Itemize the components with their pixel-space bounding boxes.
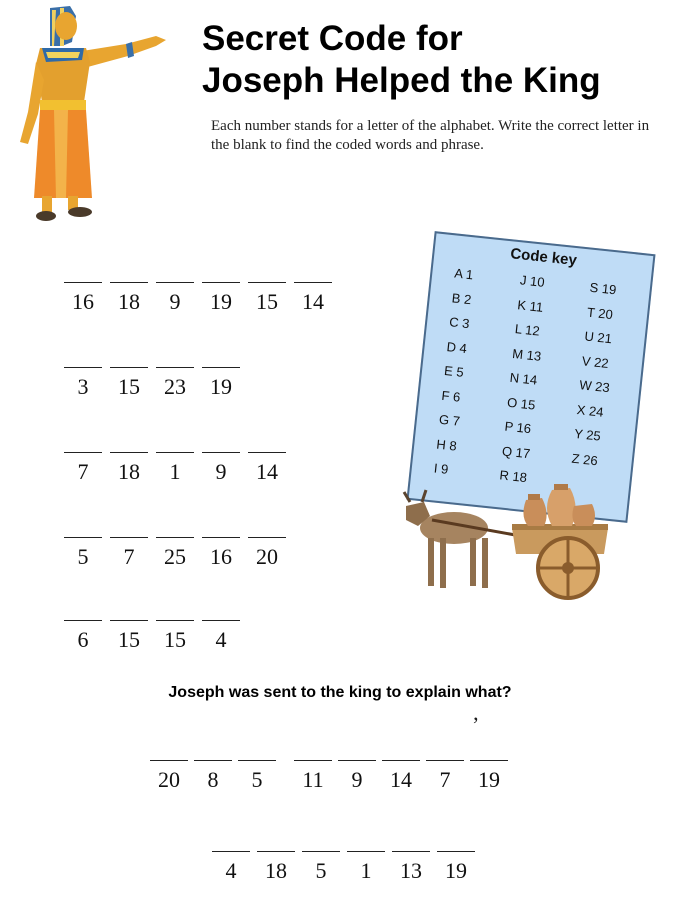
- code-number: 7: [123, 544, 135, 569]
- letter-blank[interactable]: [156, 537, 194, 538]
- code-number: 23: [164, 374, 186, 399]
- letter-blank[interactable]: [470, 760, 508, 761]
- code-number: 5: [77, 544, 89, 569]
- code-key-entry: H 8: [435, 436, 458, 454]
- letter-blank[interactable]: [110, 452, 148, 453]
- ox-cart-illustration: [392, 476, 614, 604]
- letter-blank[interactable]: [110, 537, 148, 538]
- code-key-entry: Q 17: [501, 442, 531, 461]
- code-key-entry: Y 25: [573, 425, 602, 444]
- page-title: [202, 18, 672, 102]
- code-number: 1: [360, 858, 372, 883]
- letter-blank[interactable]: [156, 282, 194, 283]
- code-key-entry: N 14: [509, 369, 538, 388]
- code-number: 9: [215, 459, 227, 484]
- code-key-entry: C 3: [448, 314, 471, 332]
- code-number: 19: [210, 289, 232, 314]
- letter-blank[interactable]: [64, 620, 102, 621]
- code-number: 19: [478, 767, 500, 792]
- code-number: 15: [164, 627, 186, 652]
- letter-blank[interactable]: [156, 452, 194, 453]
- letter-blank[interactable]: [382, 760, 420, 761]
- code-key-entry: M 13: [511, 345, 542, 364]
- letter-blank[interactable]: [238, 760, 276, 761]
- code-key-entry: A 1: [453, 265, 474, 283]
- letter-blank[interactable]: [110, 367, 148, 368]
- letter-blank[interactable]: [156, 367, 194, 368]
- code-key-entry: X 24: [576, 401, 605, 420]
- letter-blank[interactable]: [64, 367, 102, 368]
- coded-word-4: [64, 537, 294, 570]
- letter-blank[interactable]: [437, 851, 475, 852]
- letter-blank[interactable]: [338, 760, 376, 761]
- answer-phrase-line-1: [150, 760, 508, 793]
- letter-blank[interactable]: [294, 760, 332, 761]
- code-key-entry: T 20: [586, 304, 614, 322]
- code-number: 20: [256, 544, 278, 569]
- letter-blank[interactable]: [202, 452, 240, 453]
- code-number: 18: [265, 858, 287, 883]
- apostrophe-mark: ’: [472, 712, 480, 737]
- coded-word-3: [64, 452, 294, 485]
- code-number: 3: [77, 374, 89, 399]
- letter-blank[interactable]: [110, 282, 148, 283]
- letter-blank[interactable]: [426, 760, 464, 761]
- letter-blank[interactable]: [64, 537, 102, 538]
- letter-blank[interactable]: [64, 452, 102, 453]
- letter-blank[interactable]: [64, 282, 102, 283]
- answer-phrase-line-2: [212, 851, 475, 884]
- code-key-entry: V 22: [581, 352, 610, 371]
- letter-blank[interactable]: [194, 760, 232, 761]
- letter-blank[interactable]: [202, 367, 240, 368]
- coded-word-5: [64, 620, 248, 653]
- code-key-entry: P 16: [503, 418, 532, 437]
- code-key-entry: R 18: [498, 467, 528, 486]
- letter-blank[interactable]: [347, 851, 385, 852]
- code-number: 6: [77, 627, 89, 652]
- code-number: 8: [207, 767, 219, 792]
- code-key-entry: E 5: [443, 362, 465, 380]
- code-number: 16: [72, 289, 94, 314]
- code-number: 25: [164, 544, 186, 569]
- code-number: 19: [445, 858, 467, 883]
- question-text: Joseph was sent to the king to explain what?: [168, 684, 512, 701]
- code-key-entry: K 11: [516, 296, 544, 315]
- code-number: 13: [400, 858, 422, 883]
- code-number: 15: [256, 289, 278, 314]
- code-number: 16: [210, 544, 232, 569]
- letter-blank[interactable]: [202, 620, 240, 621]
- code-key-entry: O 15: [506, 394, 537, 413]
- code-key-entry: Z 26: [571, 450, 599, 468]
- letter-blank[interactable]: [110, 620, 148, 621]
- code-number: 5: [315, 858, 327, 883]
- code-number: 15: [118, 627, 140, 652]
- letter-blank[interactable]: [248, 282, 286, 283]
- letter-blank[interactable]: [248, 452, 286, 453]
- letter-blank[interactable]: [156, 620, 194, 621]
- code-number: 11: [302, 767, 324, 792]
- code-key-entry: U 21: [583, 328, 613, 347]
- code-number: 5: [251, 767, 263, 792]
- code-number: 9: [169, 289, 181, 314]
- title-line-2: Joseph Helped the King: [202, 61, 601, 100]
- code-key-column-1: [433, 261, 477, 482]
- code-number: 19: [210, 374, 232, 399]
- code-number: 7: [439, 767, 451, 792]
- code-number: 18: [118, 289, 140, 314]
- code-key-title: Code key: [509, 245, 578, 270]
- code-key-entry: F 6: [440, 387, 462, 405]
- code-key-column-2: [498, 268, 550, 490]
- code-key-column-3: [570, 276, 621, 474]
- code-key-entry: I 9: [433, 460, 450, 477]
- code-number: 20: [158, 767, 180, 792]
- letter-blank[interactable]: [248, 537, 286, 538]
- letter-blank[interactable]: [257, 851, 295, 852]
- instructions-text: Each number stands for a letter of the alphabet. Write the correct letter in the blank to find the coded words and phrase.: [211, 118, 650, 153]
- code-number: 4: [215, 627, 227, 652]
- letter-blank[interactable]: [302, 851, 340, 852]
- joseph-illustration: [6, 2, 176, 224]
- code-key-entry: L 12: [514, 321, 541, 339]
- coded-word-2: [64, 367, 248, 400]
- coded-word-1: [64, 282, 340, 315]
- code-key-entry: G 7: [438, 411, 461, 429]
- letter-blank[interactable]: [150, 760, 188, 761]
- code-number: 14: [256, 459, 278, 484]
- code-key-entry: J 10: [519, 272, 546, 290]
- letter-blank[interactable]: [202, 282, 240, 283]
- code-number: 14: [302, 289, 324, 314]
- code-number: 4: [225, 858, 237, 883]
- code-number: 9: [351, 767, 363, 792]
- title-line-1: Secret Code for: [202, 19, 463, 58]
- code-number: 14: [390, 767, 412, 792]
- code-key-entry: S 19: [588, 279, 618, 298]
- code-number: 18: [118, 459, 140, 484]
- code-key-entry: D 4: [445, 338, 468, 356]
- letter-blank[interactable]: [202, 537, 240, 538]
- code-number: 1: [169, 459, 181, 484]
- letter-blank[interactable]: [392, 851, 430, 852]
- code-number: 7: [77, 459, 89, 484]
- code-key-entry: W 23: [578, 377, 611, 396]
- code-key-entry: B 2: [451, 289, 473, 307]
- code-number: 15: [118, 374, 140, 399]
- letter-blank[interactable]: [212, 851, 250, 852]
- letter-blank[interactable]: [294, 282, 332, 283]
